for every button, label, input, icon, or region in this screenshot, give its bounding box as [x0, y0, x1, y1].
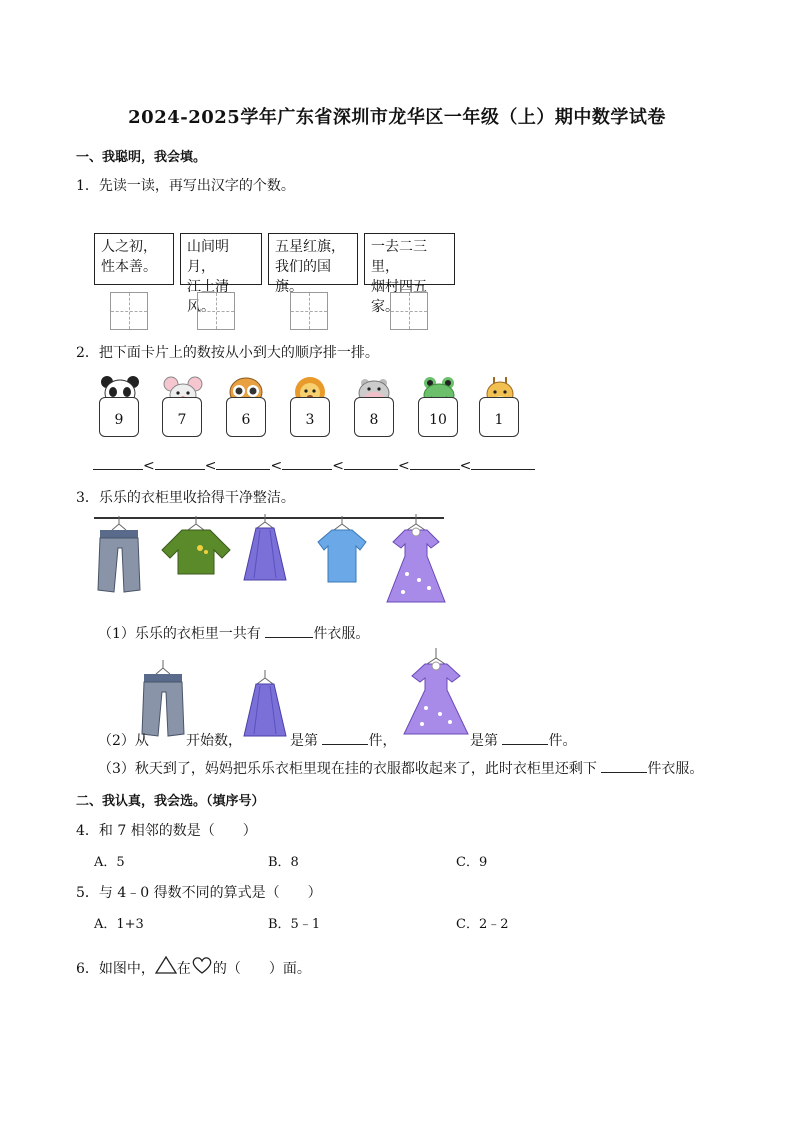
dress-icon	[383, 514, 449, 606]
answer-blank[interactable]	[502, 730, 548, 745]
option-c[interactable]: C．9	[456, 855, 488, 870]
answer-blank[interactable]	[410, 455, 460, 470]
heart-icon	[191, 955, 213, 975]
poem-line: 烟村四五家。	[371, 279, 427, 315]
poem-card-4	[364, 233, 455, 315]
answer-grid-box[interactable]	[290, 292, 328, 330]
ordering-answer-line	[93, 455, 535, 474]
less-than-sign: <	[397, 458, 410, 474]
skirt-icon	[240, 514, 290, 584]
answer-blank[interactable]	[322, 730, 368, 745]
pants-icon	[94, 516, 144, 598]
poem-line: 江上清风。	[187, 279, 229, 315]
less-than-sign: <	[204, 458, 217, 474]
option-a[interactable]: A．5	[94, 855, 125, 870]
answer-blank[interactable]	[344, 455, 398, 470]
poem-line: 山间明月，	[187, 239, 229, 275]
option-b[interactable]: B．5﹣1	[268, 917, 321, 932]
q3-2-from: （2）从	[98, 733, 149, 749]
question-text: 的（ ）面。	[212, 961, 311, 977]
option-b[interactable]: B．8	[268, 855, 299, 870]
number-card: 3	[290, 397, 330, 437]
answer-grid-box[interactable]	[197, 292, 235, 330]
number-card: 10	[418, 397, 458, 437]
answer-blank[interactable]	[471, 455, 535, 470]
q3-2-skirt-position	[290, 730, 396, 750]
answer-blank[interactable]	[265, 623, 313, 638]
triangle-icon	[155, 955, 177, 975]
question-text: 是第	[290, 733, 318, 749]
skirt-icon	[240, 670, 290, 740]
number-card: 6	[226, 397, 266, 437]
question-text: （3）秋天到了，妈妈把乐乐衣柜里现在挂的衣服都收起来了，此时衣柜里还剩下	[98, 761, 597, 777]
question-text: 是第	[470, 733, 498, 749]
poem-card-1	[94, 233, 174, 285]
answer-blank[interactable]	[282, 455, 332, 470]
question-1: 1．先读一读，再写出汉字的个数。	[76, 178, 295, 194]
answer-blank[interactable]	[93, 455, 143, 470]
less-than-sign: <	[270, 458, 283, 474]
answer-blank[interactable]	[601, 758, 647, 773]
question-5: 5．与 4﹣0 得数不同的算式是（ ）	[76, 885, 322, 901]
question-3: 3．乐乐的衣柜里收拾得干净整洁。	[76, 490, 295, 506]
answer-grid-box[interactable]	[110, 292, 148, 330]
dress-icon	[400, 648, 472, 738]
question-3-part-1	[98, 623, 369, 643]
number-card: 7	[162, 397, 202, 437]
page-title: 2024-2025学年广东省深圳市龙华区一年级（上）期中数学试卷	[128, 107, 666, 128]
poem-card-2	[180, 233, 262, 315]
poem-line: 性本善。	[101, 259, 157, 275]
poem-line: 我们的国旗。	[275, 259, 331, 295]
poem-line: 五星红旗，	[275, 239, 345, 255]
poem-line: 一去二三里，	[371, 239, 427, 275]
question-3-part-3	[98, 758, 703, 778]
question-text: 件，	[368, 733, 397, 749]
option-c[interactable]: C．2﹣2	[456, 917, 509, 932]
question-text: 件衣服。	[313, 626, 370, 642]
section-2-heading: 二、我认真，我会选。（填序号）	[76, 794, 265, 809]
question-text: 件。	[548, 733, 577, 749]
less-than-sign: <	[459, 458, 472, 474]
question-2: 2．把下面卡片上的数按从小到大的顺序排一排。	[76, 345, 379, 361]
pants-icon	[140, 660, 186, 740]
poem-line: 人之初，	[101, 239, 157, 255]
q3-2-start: 开始数，	[186, 733, 242, 749]
poem-card-3	[268, 233, 358, 295]
less-than-sign: <	[332, 458, 344, 474]
question-6	[76, 955, 311, 978]
answer-grid-box[interactable]	[390, 292, 428, 330]
question-text: （1）乐乐的衣柜里一共有	[98, 626, 261, 642]
question-4: 4．和 7 相邻的数是（ ）	[76, 823, 257, 839]
q3-2-dress-position	[470, 730, 576, 750]
number-card: 1	[479, 397, 519, 437]
section-1-heading: 一、我聪明，我会填。	[76, 150, 207, 165]
less-than-sign: <	[143, 458, 155, 474]
question-text: 6．如图中，	[76, 961, 155, 977]
option-a[interactable]: A．1+3	[94, 917, 144, 932]
answer-blank[interactable]	[216, 455, 270, 470]
number-card: 8	[354, 397, 394, 437]
tshirt-icon	[316, 516, 368, 586]
question-text: 在	[176, 961, 191, 977]
number-card: 9	[99, 397, 139, 437]
answer-blank[interactable]	[155, 455, 205, 470]
question-text: 件衣服。	[647, 761, 704, 777]
sweater-icon	[160, 516, 232, 578]
